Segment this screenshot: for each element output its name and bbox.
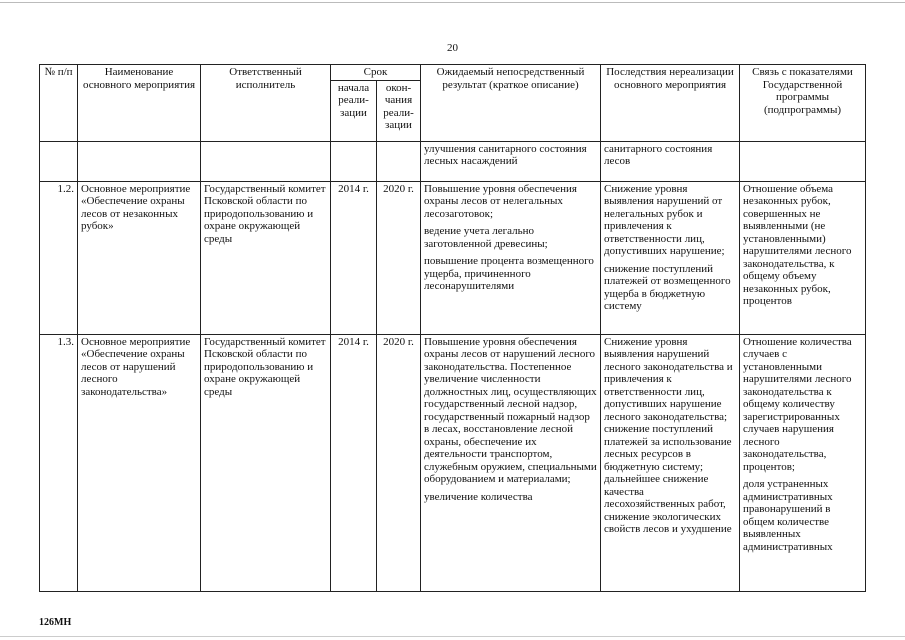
result-paragraph: увеличение количества — [424, 490, 533, 503]
row-num: 1.3. — [40, 334, 78, 591]
row-result — [421, 181, 601, 334]
row-start: 2014 г. — [331, 181, 377, 334]
page-number: 20 — [447, 42, 458, 54]
measures-table — [39, 64, 866, 592]
row-responsible: Государственный комитет Псковской области по природопользованию и охране окружающей среды — [201, 181, 331, 334]
header-name: Наименование основного мероприятия — [78, 65, 201, 142]
header-start: начала реали-зации — [331, 80, 377, 141]
header-term: Срок — [331, 65, 421, 81]
result-paragraph: Повышение уровня обеспечения охраны лесов от нелегальных лесозаготовок; — [424, 182, 577, 220]
link-paragraph: доля устраненных административных правонарушений в общем количестве выявленных административных — [743, 478, 833, 553]
row-num: 1.2. — [40, 181, 78, 334]
continuation-consequences: санитарного состояния лесов — [601, 141, 740, 181]
row-consequences — [601, 181, 740, 334]
continuation-row — [40, 141, 866, 181]
row-name: Основное мероприятие «Обеспечение охраны лесов от нарушений лесного законодательства» — [78, 334, 201, 591]
row-end: 2020 г. — [377, 181, 421, 334]
row-start: 2014 г. — [331, 334, 377, 591]
row-name: Основное мероприятие «Обеспечение охраны лесов от незаконных рубок» — [78, 181, 201, 334]
row-end: 2020 г. — [377, 334, 421, 591]
table-row — [40, 181, 866, 334]
result-paragraph: Повышение уровня обеспечения охраны лесов от нарушений лесного законодательства. Постепенное увеличение численности должностных лиц, осуществляющих государственный лесной надзор, государственный пожарный надзор в лесах, восстановление лесной охраны, обеспечение их деятельности транспортом, служебным оружием, специальными оборудованием и материалами; — [424, 335, 597, 485]
row-link — [740, 181, 866, 334]
header-responsible: Ответственный исполнитель — [201, 65, 331, 142]
header-consequences: Последствия нереализации основного мероприятия — [601, 65, 740, 142]
table-row — [40, 334, 866, 591]
consequence-paragraph: Снижение уровня выявления нарушений лесного законодательства и привлечения к ответственности лиц, допустивших нарушение лесного законодательства; снижение поступлений платежей за использование лесных ресурсов в бюджетную систему; дальнейшее снижение качества лесохозяйственных работ, снижение экологических свойств лесов и ухудшение — [604, 335, 733, 535]
row-result — [421, 334, 601, 591]
header-row — [40, 65, 866, 81]
header-end: окон-чания реали-зации — [377, 80, 421, 141]
link-paragraph: Отношение объема незаконных рубок, совершенных не выявленными (не установленными) нарушителями лесного законодательства, к общему объему незаконных рубок, процентов — [743, 182, 852, 307]
consequence-paragraph: снижение поступлений платежей от возмещенного ущерба в бюджетную систему — [604, 262, 731, 312]
result-paragraph: ведение учета легально заготовленной древесины; — [424, 225, 548, 250]
result-paragraph: повышение процента возмещенного ущерба, причиненного лесонарушителями — [424, 255, 594, 292]
row-responsible: Государственный комитет Псковской области по природопользованию и охране окружающей среды — [201, 334, 331, 591]
link-paragraph: Отношение количества случаев с установленными нарушителями лесного законодательства к общему количеству зарегистрированных случаев нарушения лесного законодательства, процентов; — [743, 335, 852, 473]
header-link: Связь с показателями Государственной программы (подпрограммы) — [740, 65, 866, 142]
consequence-paragraph: Снижение уровня выявления нарушений от нелегальных рубок и привлечения к ответственности лиц, допустивших нарушение; — [604, 182, 725, 257]
top-border-line — [0, 2, 905, 3]
footer-code: 126МН — [39, 617, 72, 628]
continuation-result: улучшения санитарного состояния лесных насаждений — [421, 141, 601, 181]
row-link — [740, 334, 866, 591]
bottom-border-line — [0, 636, 905, 637]
row-consequences — [601, 334, 740, 591]
header-result: Ожидаемый непосредственный результат (краткое описание) — [421, 65, 601, 142]
header-num: № п/п — [40, 65, 78, 142]
